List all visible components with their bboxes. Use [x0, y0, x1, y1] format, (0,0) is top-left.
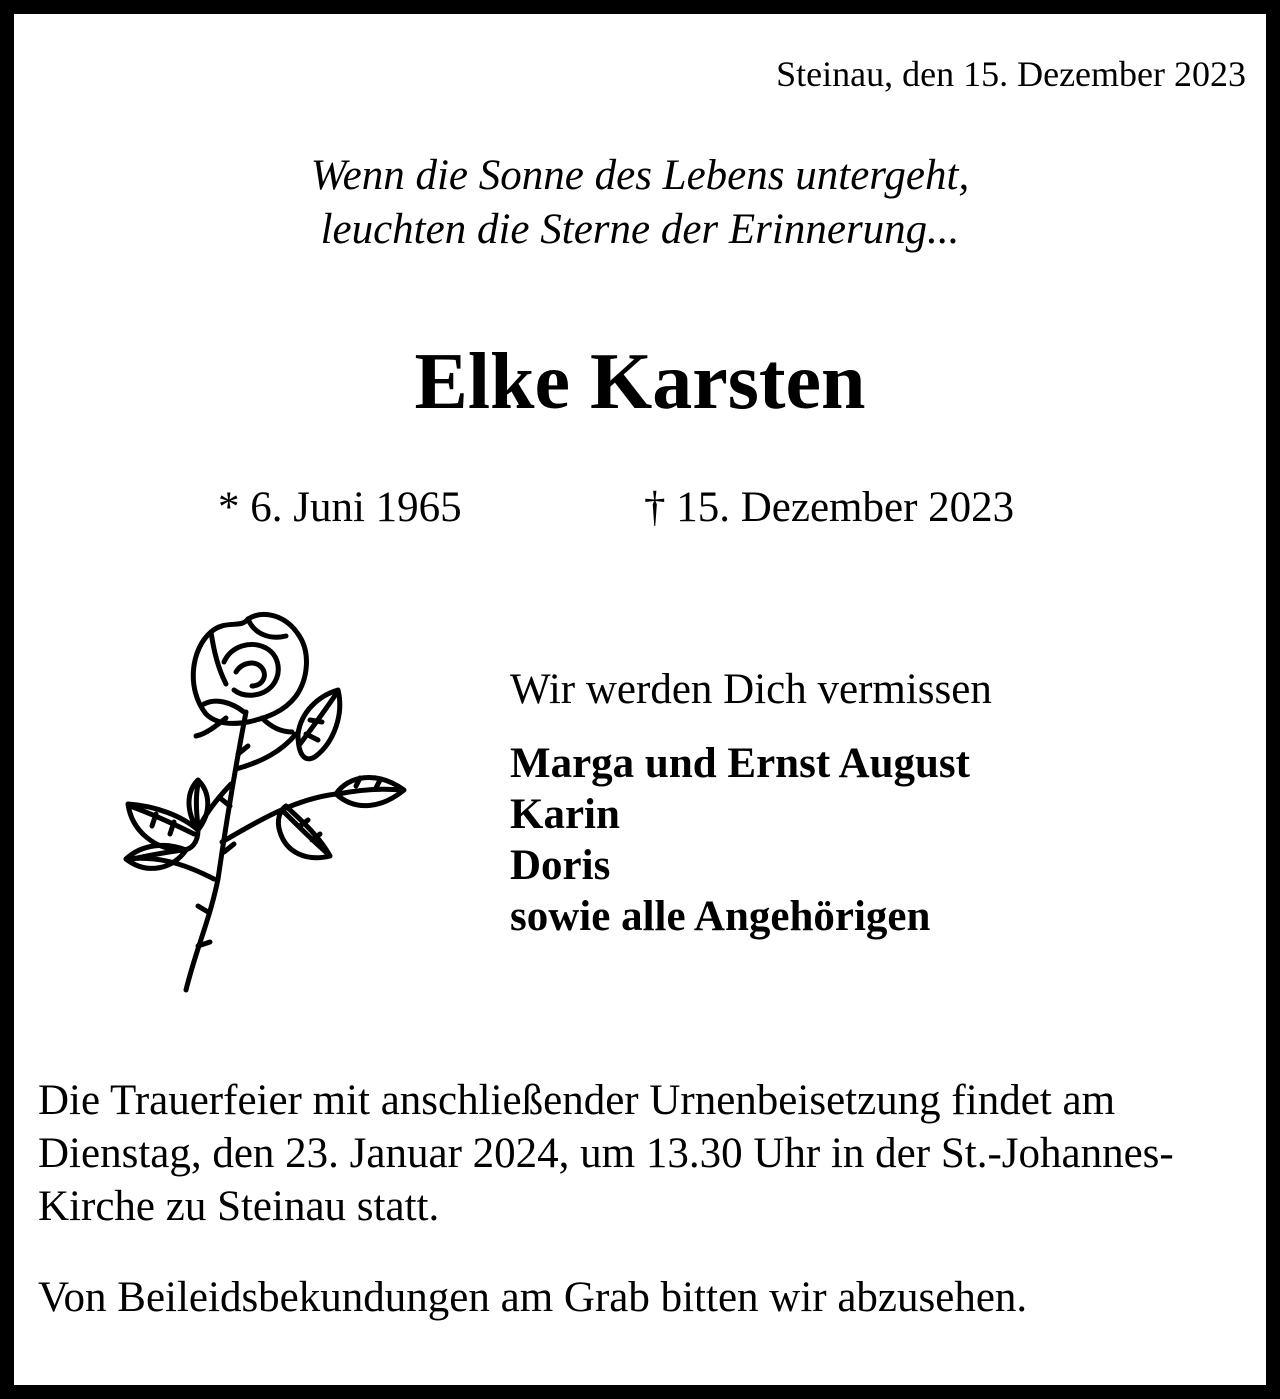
funeral-service-text: Die Trauerfeier mit anschließender Urnenbeisetzung findet am Dienstag, den 23. Januar 2024, um 13.30 Uhr in der St.-Johannes-Kirche zu Steinau statt. [38, 1077, 1174, 1230]
motto-line-1: Wenn die Sonne des Lebens untergeht, [310, 152, 970, 199]
rose-icon [86, 594, 422, 1002]
miss-line: Wir werden Dich vermissen [510, 666, 992, 713]
birth-date: * 6. Juni 1965 [218, 484, 462, 531]
mourner-name: sowie alle Angehörigen [510, 893, 931, 940]
mourner-name: Marga und Ernst August [510, 740, 970, 787]
motto-line-2: leuchten die Sterne der Erinnerung... [320, 206, 960, 253]
obituary-notice [14, 14, 1266, 1385]
mourner-name: Doris [510, 842, 611, 889]
deceased-name: Elke Karsten [414, 338, 866, 426]
mourner-name: Karin [510, 791, 620, 838]
mourner-list [510, 738, 970, 942]
place-date: Steinau, den 15. Dezember 2023 [776, 54, 1246, 94]
condolence-note: Von Beileidsbekundungen am Grab bitten wir abzusehen. [38, 1274, 1028, 1321]
death-date: † 15. Dezember 2023 [644, 484, 1015, 531]
